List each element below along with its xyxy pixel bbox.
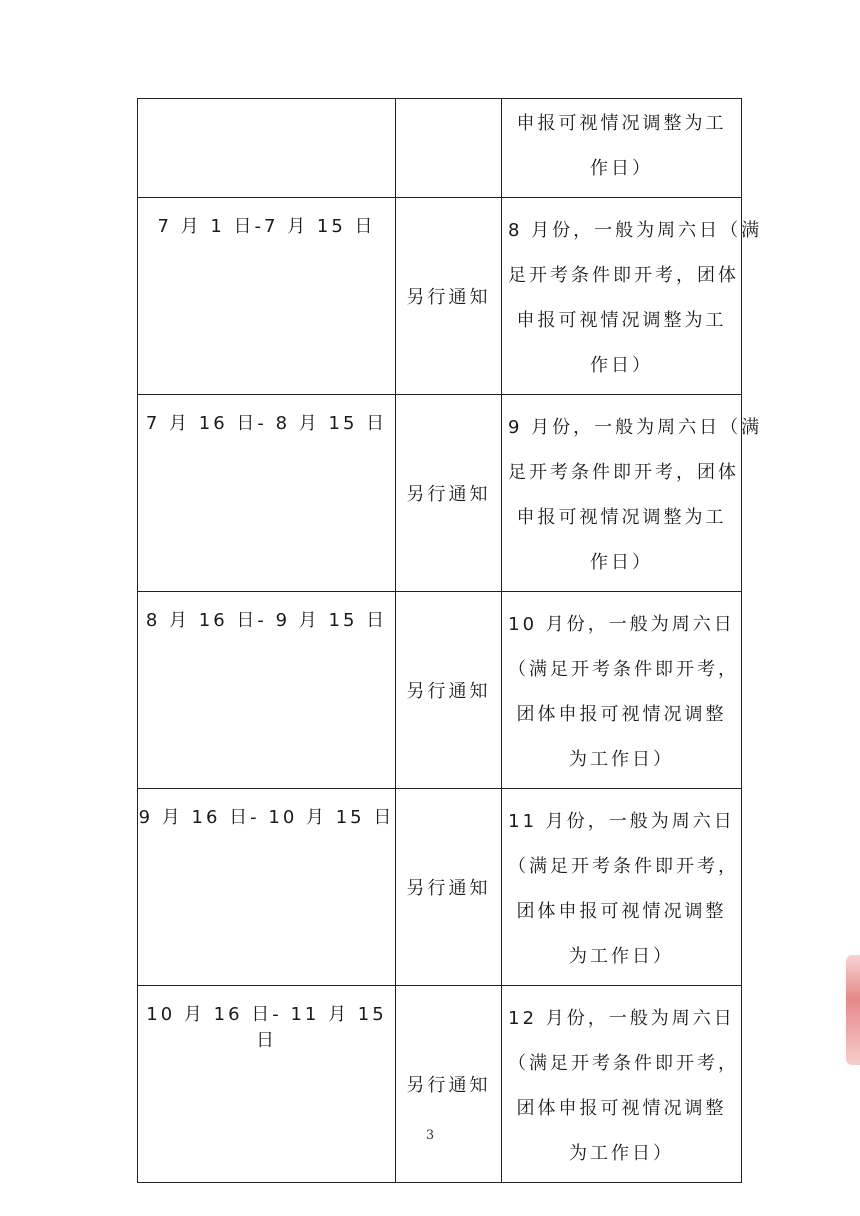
notice-cell: 另行通知 <box>396 986 502 1183</box>
exam-time-line: 为工作日） <box>569 749 674 770</box>
exam-time-cell <box>502 789 742 986</box>
exam-time-line: 9 月份，一般为周六日（满 <box>508 417 763 438</box>
table-row <box>138 789 742 986</box>
table-row <box>138 99 742 198</box>
notice-cell: 另行通知 <box>396 395 502 592</box>
exam-time-cell <box>502 198 763 395</box>
period-cell: 10 月 16 日- 11 月 15 日 <box>138 986 396 1183</box>
exam-time-line: 团体申报可视情况调整 <box>516 1098 727 1119</box>
notice-cell: 另行通知 <box>396 198 502 395</box>
table-row <box>138 592 742 789</box>
notice-cell <box>396 99 502 198</box>
notice-cell: 另行通知 <box>396 789 502 986</box>
schedule-table <box>137 98 763 1183</box>
period-cell: 7 月 1 日-7 月 15 日 <box>138 198 396 395</box>
page-number: 3 <box>425 1128 435 1143</box>
table-row <box>138 986 742 1183</box>
exam-time-line: 申报可视情况调整为工 <box>516 113 727 134</box>
exam-time-line: 为工作日） <box>569 1143 674 1164</box>
exam-time-line: 作日） <box>590 355 653 376</box>
exam-time-line: 申报可视情况调整为工 <box>516 507 727 528</box>
exam-time-line: 足开考条件即开考，团体 <box>508 265 739 286</box>
period-cell: 8 月 16 日- 9 月 15 日 <box>138 592 396 789</box>
exam-time-line: 申报可视情况调整为工 <box>516 310 727 331</box>
exam-time-cell <box>502 395 763 592</box>
exam-time-cell <box>502 99 742 198</box>
notice-cell: 另行通知 <box>396 592 502 789</box>
period-cell <box>138 99 396 198</box>
period-cell: 9 月 16 日- 10 月 15 日 <box>138 789 396 986</box>
exam-time-line: 11 月份，一般为周六日 <box>508 811 735 832</box>
exam-time-line: 作日） <box>590 158 653 179</box>
exam-time-line: 作日） <box>590 552 653 573</box>
exam-time-line: （满足开考条件即开考， <box>508 659 739 680</box>
exam-time-line: 10 月份，一般为周六日 <box>508 614 735 635</box>
exam-time-cell <box>502 986 742 1183</box>
table-row <box>138 395 742 592</box>
table-row <box>138 198 742 395</box>
exam-time-line: （满足开考条件即开考， <box>508 1053 739 1074</box>
exam-time-line: 团体申报可视情况调整 <box>516 704 727 725</box>
seal-stamp-edge <box>846 955 860 1065</box>
exam-time-line: 足开考条件即开考，团体 <box>508 462 739 483</box>
exam-time-line: 8 月份，一般为周六日（满 <box>508 220 763 241</box>
exam-time-cell <box>502 592 742 789</box>
exam-time-line: （满足开考条件即开考， <box>508 856 739 877</box>
period-cell: 7 月 16 日- 8 月 15 日 <box>138 395 396 592</box>
exam-time-line: 为工作日） <box>569 946 674 967</box>
exam-time-line: 团体申报可视情况调整 <box>516 901 727 922</box>
exam-time-line: 12 月份，一般为周六日 <box>508 1008 735 1029</box>
